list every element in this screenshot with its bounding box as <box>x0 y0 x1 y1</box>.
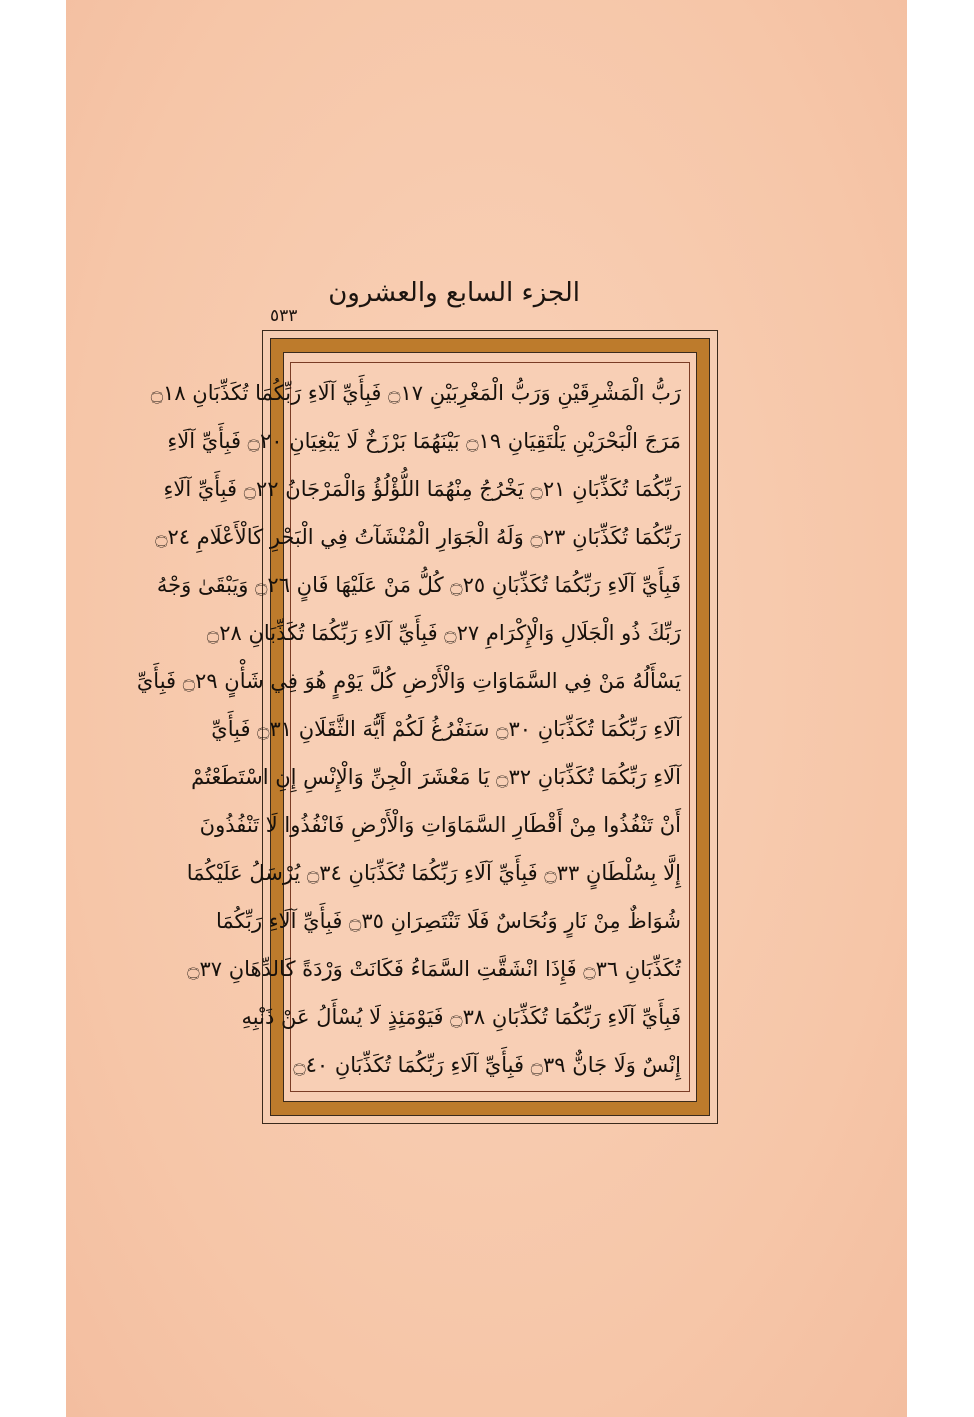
text-line: شُوَاظٌ مِنْ نَارٍ وَنُحَاسٌ فَلَا تَنْتَصِرَانِ ۝٣٥ فَبِأَيِّ آلَاءِ رَبِّكُمَا <box>215 909 681 933</box>
page-number: ٥٣٣ <box>270 306 298 326</box>
text-line: إِنْسٌ وَلَا جَانٌّ ۝٣٩ فَبِأَيِّ آلَاءِ رَبِّكُمَا تُكَذِّبَانِ ۝٤٠ <box>293 1053 681 1077</box>
text-line: رَبُّ الْمَشْرِقَيْنِ وَرَبُّ الْمَغْرِبَيْنِ ۝١٧ فَبِأَيِّ آلَاءِ رَبِّكُمَا تُكَذِّبَانِ ۝١٨ <box>150 381 681 405</box>
text-line: آلَاءِ رَبِّكُمَا تُكَذِّبَانِ ۝٣٠ سَنَفْرُغُ لَكُمْ أَيُّهَ الثَّقَلَانِ ۝٣١ فَبِأَيِّ <box>211 717 681 741</box>
left-margin <box>0 0 66 1417</box>
text-line: يَسْأَلُهُ مَنْ فِي السَّمَاوَاتِ وَالْأَرْضِ كُلَّ يَوْمٍ هُوَ فِي شَأْنٍ ۝٢٩ فَبِأَيِّ <box>136 669 681 693</box>
text-line: آلَاءِ رَبِّكُمَا تُكَذِّبَانِ ۝٣٢ يَا مَعْشَرَ الْجِنِّ وَالْإِنْسِ إِنِ اسْتَطَعْتُمْ <box>191 765 681 789</box>
text-block <box>136 362 690 1092</box>
text-line: رَبِّكُمَا تُكَذِّبَانِ ۝٢١ يَخْرُجُ مِنْهُمَا اللُّؤْلُؤُ وَالْمَرْجَانُ ۝٢٢ فَبِأَيِّ آلَاءِ <box>163 477 681 501</box>
text-line: فَبِأَيِّ آلَاءِ رَبِّكُمَا تُكَذِّبَانِ ۝٢٥ كُلُّ مَنْ عَلَيْهَا فَانٍ ۝٢٦ وَيَبْقَىٰ وَجْهُ <box>156 573 681 597</box>
text-line: فَبِأَيِّ آلَاءِ رَبِّكُمَا تُكَذِّبَانِ ۝٣٨ فَيَوْمَئِذٍ لَا يُسْأَلُ عَنْ ذَنْبِهِ <box>241 1005 681 1029</box>
text-line: مَرَجَ الْبَحْرَيْنِ يَلْتَقِيَانِ ۝١٩ بَيْنَهُمَا بَرْزَخٌ لَا يَبْغِيَانِ ۝٢٠ فَبِأَيِّ آلَاءِ <box>167 429 681 453</box>
text-line: تُكَذِّبَانِ ۝٣٦ فَإِذَا انْشَقَّتِ السَّمَاءُ فَكَانَتْ وَرْدَةً كَالدِّهَانِ ۝٣٧ <box>187 957 681 981</box>
text-line: إِلَّا بِسُلْطَانٍ ۝٣٣ فَبِأَيِّ آلَاءِ رَبِّكُمَا تُكَذِّبَانِ ۝٣٤ يُرْسَلُ عَلَيْكُمَا <box>186 861 681 885</box>
juz-header: الجزء السابع والعشرون <box>328 278 580 308</box>
text-line: رَبِّكَ ذُو الْجَلَالِ وَالْإِكْرَامِ ۝٢٧ فَبِأَيِّ آلَاءِ رَبِّكُمَا تُكَذِّبَانِ ۝٢٨ <box>206 621 681 645</box>
text-line: رَبِّكُمَا تُكَذِّبَانِ ۝٢٣ وَلَهُ الْجَوَارِ الْمُنْشَآتُ فِي الْبَحْرِ كَالْأَعْلَامِ ۝٢٤ <box>155 525 681 549</box>
right-margin <box>907 0 974 1417</box>
text-line: أَنْ تَنْفُذُوا مِنْ أَقْطَارِ السَّمَاوَاتِ وَالْأَرْضِ فَانْفُذُوا لَا تَنْفُذُونَ <box>199 813 681 837</box>
